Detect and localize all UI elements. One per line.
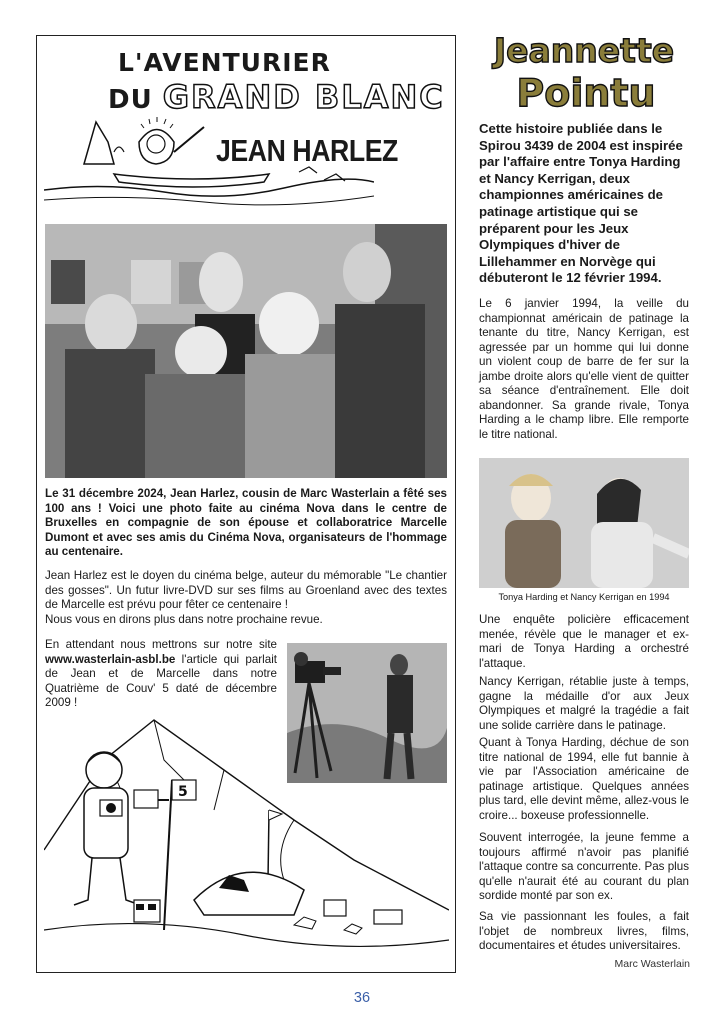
logo-line2: Pointu [516, 71, 656, 112]
skaters-photo [479, 458, 689, 588]
comic-title-grand-blanc: GRAND BLANC [162, 78, 445, 116]
lead-paragraph: Le 31 décembre 2024, Jean Harlez, cousin de Marc Wasterlain a fêté ses 100 ans ! Voici une photo faite au cinéma Nova dans le centre de Bruxelles en compagnie de son épouse et collaboratrice Marcelle Dumont et avec ses amis du Cinéma Nova, organisateurs de l'hommage au centenaire. [45, 487, 447, 558]
page-number: 36 [353, 990, 371, 1006]
flag-number: 5 [178, 784, 188, 800]
paragraph-aggression: Le 6 janvier 1994, la veille du championnat américain de patinage la tenante du titre, Nancy Kerrigan, est agressée par un homme qui lui donne un violent coup de barre de fer sur la jambe droite alors qu'elle vient de quitter sa séance d'entraînement. Elle doit abandonner. Sa grande rivale, Tonya Harding a le champ libre. Elle remporte le titre national. [479, 297, 689, 441]
paragraph-revue: Nous vous en dirons plus dans notre prochaine revue. [45, 613, 323, 626]
author-name: JEAN HARLEZ [216, 133, 398, 168]
paragraph-harding: Quant à Tonya Harding, déchue de son titre national de 1994, elle fut bannie à vie par l'Association américaine de patinage artistique. Quelques années plus tard, elle devint même, allez-vous le croire... boxeuse professionnelle. [479, 736, 689, 822]
comic-title-line2 [108, 78, 445, 116]
paragraph-doyen: Jean Harlez est le doyen du cinéma belge, auteur du mémorable "Le chantier des gosses". Un futur livre-DVD sur ses films au Groenland avec des textes de Marcelle est prévu pour fêter ce centenaire ! [45, 569, 447, 611]
group-photo [45, 224, 447, 478]
photo-caption: Tonya Harding et Nancy Kerrigan en 1994 [498, 592, 670, 602]
author-signature: Marc Wasterlain [614, 958, 690, 970]
paragraph-kerrigan: Nancy Kerrigan, rétablie juste à temps, gagne la médaille d'or aux Jeux Olympiques et malgré la tragédie a fait une solide carrière dans le patinage. [479, 675, 689, 732]
attente-text-b: l'article qui parlait de Jean et de Marcelle dans notre Quatrième de Couv' 5 daté de décembre 2009 ! [45, 652, 277, 709]
comic-title-du: DU [108, 85, 153, 115]
paragraph-interrogee: Souvent interrogée, la jeune femme a toujours affirmé n'avoir pas planifié l'attaque contre sa concurrente. Pas plus qu'elle n'aurait été au courant du plan sordide monté par son ex. [479, 831, 689, 902]
paragraph-enquete: Une enquête policière efficacement menée, révèle que le manager et ex-mari de Tonya Harding a orchestré l'attaque. [479, 613, 689, 670]
site-link[interactable]: www.wasterlain-asbl.be [45, 652, 176, 666]
mountain-expedition-cartoon [44, 700, 449, 966]
jeannette-pointu-logo [486, 30, 686, 112]
logo-line1: Jeannette [493, 31, 675, 70]
paragraph-vie: Sa vie passionnant les foules, a fait l'objet de nombreux livres, films, documentaires et études universitaires. [479, 910, 689, 952]
intro-paragraph: Cette histoire publiée dans le Spirou 3439 de 2004 est inspirée par l'affaire entre Tonya Harding et Nancy Kerrigan, deux championnes américaines de patinage artistique qui se préparent pour les Jeux Olympiques d'hiver de Lillehammer en Norvège qui débuteront le 12 février 1994. [479, 121, 683, 286]
attente-text-a: En attendant nous mettrons sur notre site [45, 638, 277, 651]
comic-title-line1: L'AVENTURIER [118, 48, 331, 77]
